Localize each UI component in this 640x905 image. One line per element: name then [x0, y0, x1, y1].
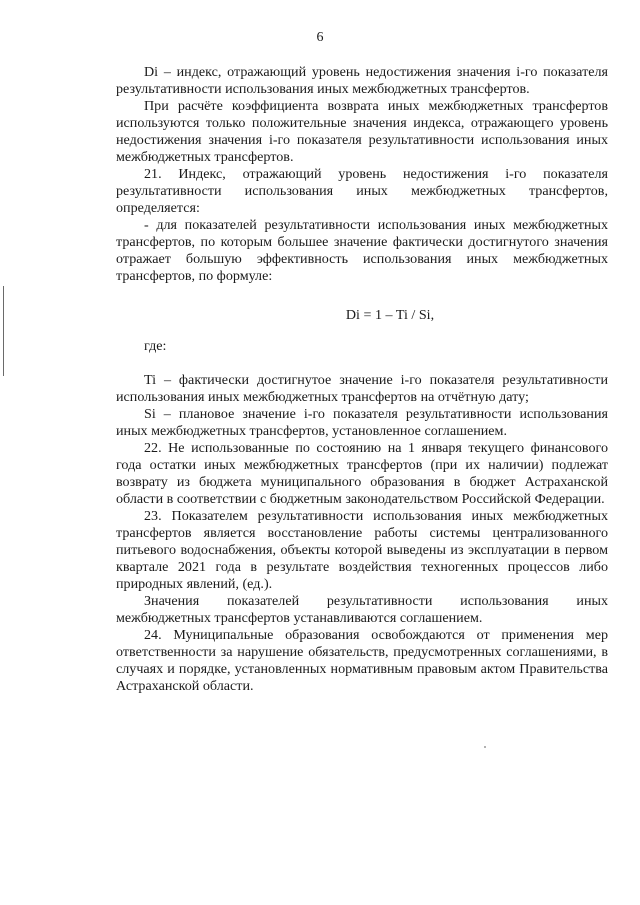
scan-edge-mark: [3, 286, 4, 376]
paragraph-23: 23. Показателем результативности использования иных межбюджетных трансфертов является восстановление работы системы централизованного питьевого водоснабжения, объекты которой выведены из эксплуатации в первом квартале 2021 года в результате воздействия техногенных процессов либо природных явлений, (ед.).: [116, 508, 608, 592]
scan-dot-mark: [484, 746, 486, 748]
paragraph-indicator-values: Значения показателей результативности использования иных межбюджетных трансфертов устанавливаются соглашением.: [116, 593, 608, 626]
paragraph-21: 21. Индекс, отражающий уровень недостижения i-го показателя результативности использования иных межбюджетных трансфертов, определяется:: [116, 166, 608, 216]
paragraph-di-definition: Di – индекс, отражающий уровень недостижения значения i-го показателя результативности использования иных межбюджетных трансфертов.: [116, 64, 608, 97]
page-number: 6: [316, 30, 324, 45]
paragraph-24: 24. Муниципальные образования освобождаются от применения мер ответственности за нарушение обязательств, предусмотренных соглашениями, в случаях и порядке, установленных нормативным правовым актом Правительства Астраханской области.: [116, 627, 608, 694]
where-label: где:: [144, 338, 167, 354]
paragraph-positive-values: При расчёте коэффициента возврата иных межбюджетных трансфертов используются только положительные значения индекса, отражающего уровень недостижения значения i-го показателя результативности использования иных межбюджетных трансфертов.: [116, 98, 608, 165]
paragraph-si-definition: Si – плановое значение i-го показателя результативности использования иных межбюджетных трансфертов, установленное соглашением.: [116, 406, 608, 439]
paragraph-22: 22. Не использованные по состоянию на 1 января текущего финансового года остатки иных межбюджетных трансфертов (при их наличии) подлежат возврату из бюджета муниципального образования в бюджет Астраханской области в соответствии с бюджетным законодательством Российской Федерации.: [116, 440, 608, 507]
formula: Di = 1 – Ti / Si,: [345, 307, 435, 323]
paragraph-ti-definition: Ti – фактически достигнутое значение i-го показателя результативности использования иных межбюджетных трансфертов на отчётную дату;: [116, 372, 608, 405]
paragraph-formula-intro: - для показателей результативности использования иных межбюджетных трансфертов, по которым большее значение фактически достигнутого значения отражает большую эффективность использования иных межбюджетных трансфертов, по формуле:: [116, 217, 608, 284]
document-body: [116, 64, 608, 695]
